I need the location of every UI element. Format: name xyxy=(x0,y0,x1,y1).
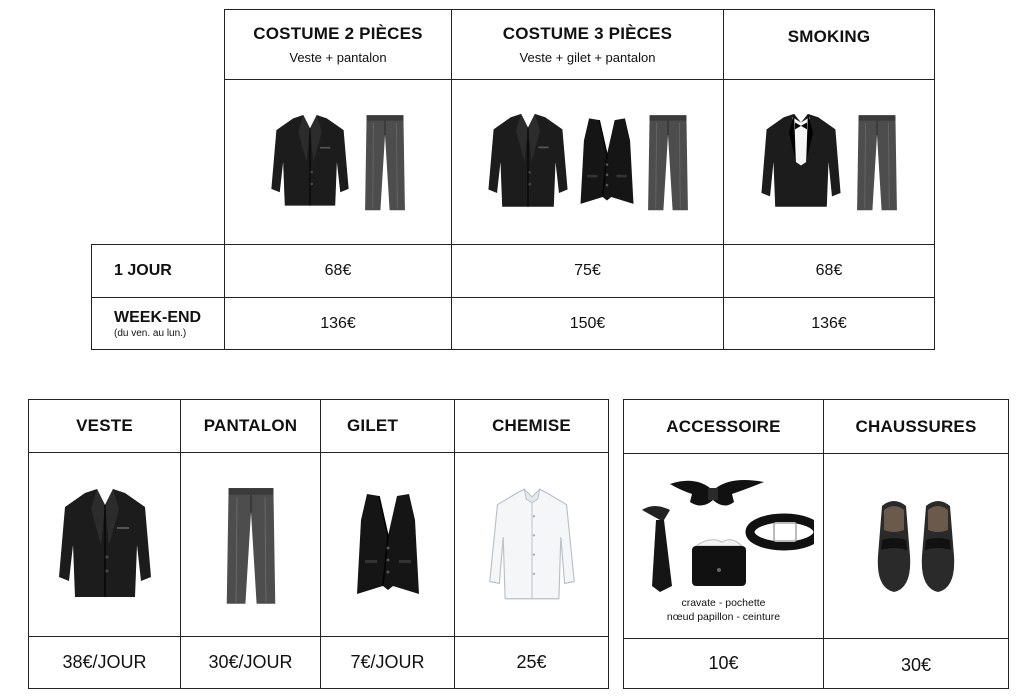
tie-icon xyxy=(642,506,672,592)
price-smoking-1-jour: 68€ xyxy=(723,244,935,298)
trousers-icon xyxy=(223,479,279,611)
image-pantalon xyxy=(180,452,321,637)
column-title: SMOKING xyxy=(787,27,871,46)
price-accessoire: 10€ xyxy=(623,638,824,689)
price-gilet: 7€/JOUR xyxy=(320,636,455,689)
image-costume-2-pieces xyxy=(224,79,452,245)
column-subtitle: Veste + pantalon xyxy=(289,50,387,65)
header-chemise: CHEMISE xyxy=(454,399,609,453)
jacket-icon xyxy=(268,110,352,214)
image-chemise xyxy=(454,452,609,637)
image-accessoire xyxy=(623,453,824,639)
image-smoking xyxy=(723,79,935,245)
header-accessoire: ACCESSOIRE xyxy=(623,399,824,454)
row-label: WEEK-END xyxy=(114,308,202,326)
price-chaussures: 30€ xyxy=(823,638,1009,689)
accessory-caption-line-2: nœud papillon - ceinture xyxy=(666,611,781,623)
header-smoking xyxy=(723,9,935,80)
trousers-icon xyxy=(645,104,691,220)
vest-icon xyxy=(577,115,637,209)
pocket-square-icon xyxy=(692,540,746,586)
header-chaussures: CHAUSSURES xyxy=(823,399,1009,454)
header-costume-2-pieces xyxy=(224,9,452,80)
accessory-caption-line-1: cravate - pochette xyxy=(681,597,766,609)
row-label-week-end xyxy=(91,297,225,350)
header-costume-3-pieces xyxy=(451,9,724,80)
price-2-pieces-week-end: 136€ xyxy=(224,297,452,350)
column-subtitle: Veste + gilet + pantalon xyxy=(519,50,656,65)
header-pantalon: PANTALON xyxy=(180,399,321,453)
header-gilet: GILET xyxy=(320,399,455,453)
row-label-1-jour xyxy=(91,244,225,298)
jacket-icon xyxy=(55,483,155,607)
image-gilet xyxy=(320,452,455,637)
row-sublabel: (du ven. au lun.) xyxy=(114,327,187,339)
image-costume-3-pieces xyxy=(451,79,724,245)
column-title: COSTUME 2 PIÈCES xyxy=(253,24,423,43)
bow-tie-icon xyxy=(670,480,764,506)
price-pantalon: 30€/JOUR xyxy=(180,636,321,689)
vest-icon xyxy=(353,489,423,601)
price-3-pieces-week-end: 150€ xyxy=(451,297,724,350)
price-chemise: 25€ xyxy=(454,636,609,689)
image-chaussures xyxy=(823,453,1009,639)
row-label: 1 JOUR xyxy=(114,262,172,279)
trousers-icon xyxy=(362,104,408,220)
shoes-icon xyxy=(874,496,914,596)
shirt-icon xyxy=(484,486,580,604)
shoe-icon xyxy=(918,496,958,596)
tuxedo-jacket-icon xyxy=(758,109,844,215)
price-3-pieces-1-jour: 75€ xyxy=(451,244,724,298)
belt-icon xyxy=(750,518,814,546)
price-smoking-week-end: 136€ xyxy=(723,297,935,350)
image-veste xyxy=(28,452,181,637)
column-title: COSTUME 3 PIÈCES xyxy=(502,24,673,43)
price-veste: 38€/JOUR xyxy=(28,636,181,689)
price-2-pieces-1-jour: 68€ xyxy=(224,244,452,298)
accessories-icon xyxy=(634,468,814,592)
trousers-icon xyxy=(854,104,900,220)
jacket-icon xyxy=(485,109,571,215)
header-veste: VESTE xyxy=(28,399,181,453)
